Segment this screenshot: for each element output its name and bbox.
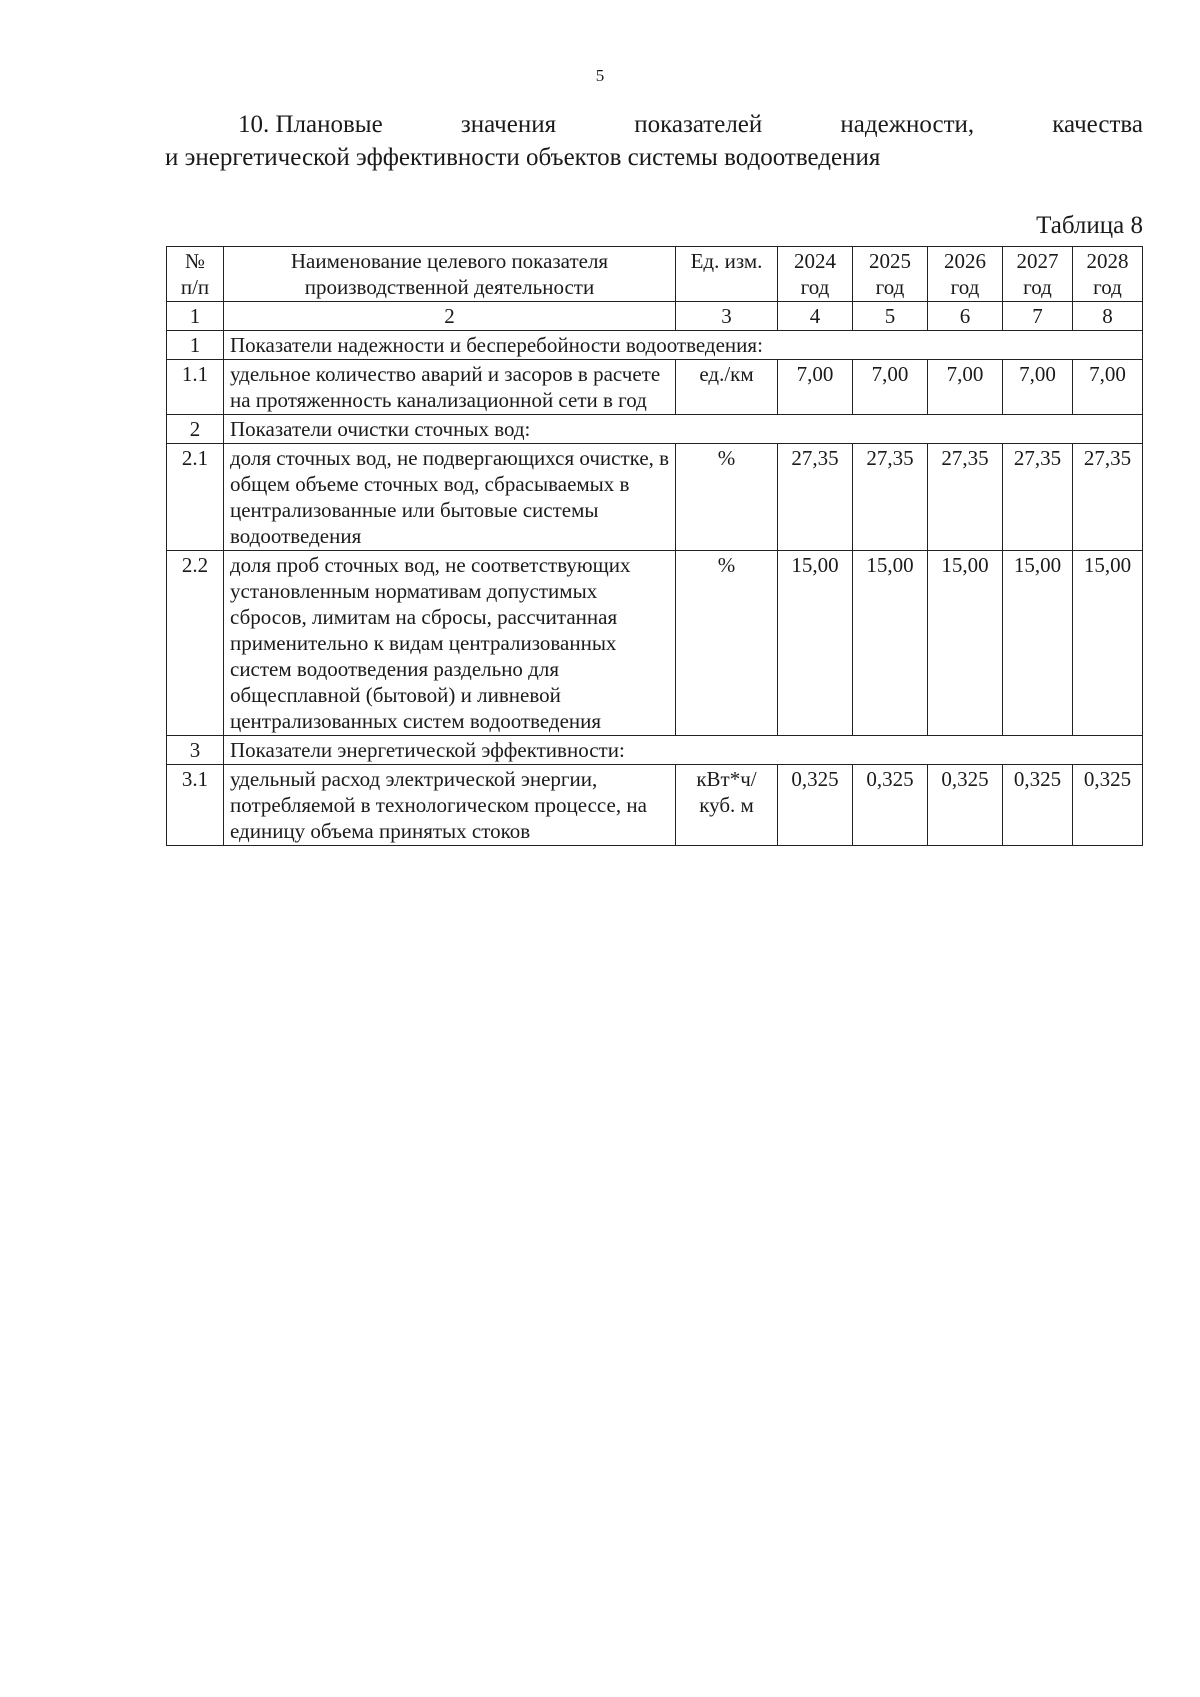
header-year: 2025 год — [853, 247, 928, 302]
section-num: 1 — [167, 331, 224, 360]
page-number: 5 — [595, 66, 605, 85]
header-year: 2027 год — [1003, 247, 1073, 302]
indicator-num: 2.2 — [167, 551, 224, 736]
indicator-value: 15,00 — [778, 551, 853, 736]
indicator-value: 15,00 — [1073, 551, 1143, 736]
column-index: 5 — [853, 302, 928, 331]
section-title: Показатели надежности и бесперебойности водоотведения: — [224, 331, 1143, 360]
column-index: 8 — [1073, 302, 1143, 331]
indicator-value: 27,35 — [853, 444, 928, 551]
indicator-value: 27,35 — [778, 444, 853, 551]
indicator-value: 15,00 — [853, 551, 928, 736]
section-row — [167, 331, 1143, 360]
column-index: 2 — [224, 302, 676, 331]
indicator-row — [167, 765, 1143, 846]
indicator-value: 0,325 — [853, 765, 928, 846]
indicator-value: 0,325 — [1073, 765, 1143, 846]
section-num: 3 — [167, 736, 224, 765]
section-num: 2 — [167, 415, 224, 444]
heading-word: 10. Плановые — [238, 111, 383, 138]
heading-word: надежности, — [840, 111, 975, 138]
indicator-unit: кВт*ч/ куб. м — [676, 765, 778, 846]
indicator-value: 15,00 — [1003, 551, 1073, 736]
heading-word: значения — [460, 111, 557, 138]
column-index: 6 — [928, 302, 1003, 331]
indicator-num: 1.1 — [167, 360, 224, 415]
indicators-table — [166, 246, 1143, 846]
indicator-row — [167, 444, 1143, 551]
indicator-value: 27,35 — [928, 444, 1003, 551]
indicator-name: доля сточных вод, не подвергающихся очистке, в общем объеме сточных вод, сбрасываемых в централизованные или бытовые системы водоотведения — [224, 444, 676, 551]
indicator-value: 0,325 — [1003, 765, 1073, 846]
column-index: 7 — [1003, 302, 1073, 331]
indicator-value: 27,35 — [1003, 444, 1073, 551]
heading-word: показателей — [634, 111, 763, 138]
indicator-row — [167, 360, 1143, 415]
section-title: Показатели очистки сточных вод: — [224, 415, 1143, 444]
indicator-value: 27,35 — [1073, 444, 1143, 551]
indicator-unit: % — [676, 551, 778, 736]
table-label: Таблица 8 — [1036, 212, 1143, 239]
indicator-value: 0,325 — [778, 765, 853, 846]
section-title: Показатели энергетической эффективности: — [224, 736, 1143, 765]
header-year: 2024 год — [778, 247, 853, 302]
section-row — [167, 415, 1143, 444]
heading-line-2: и энергетической эффективности объектов системы водоотведения — [165, 144, 881, 171]
header-year: 2026 год — [928, 247, 1003, 302]
column-index-row — [167, 302, 1143, 331]
indicator-name: удельное количество аварий и засоров в расчете на протяженность канализационной сети в год — [224, 360, 676, 415]
indicator-row — [167, 551, 1143, 736]
column-index: 4 — [778, 302, 853, 331]
indicator-unit: ед./км — [676, 360, 778, 415]
indicator-name: удельный расход электрической энергии, потребляемой в технологическом процессе, на единицу объема принятых стоков — [224, 765, 676, 846]
section-heading — [165, 108, 1143, 174]
indicator-value: 7,00 — [778, 360, 853, 415]
header-year: 2028 год — [1073, 247, 1143, 302]
indicator-num: 2.1 — [167, 444, 224, 551]
indicator-value: 7,00 — [1073, 360, 1143, 415]
indicator-value: 7,00 — [853, 360, 928, 415]
header-num: № п/п — [167, 247, 224, 302]
indicator-value: 0,325 — [928, 765, 1003, 846]
table-header-row — [167, 247, 1143, 302]
indicator-value: 15,00 — [928, 551, 1003, 736]
heading-line-1 — [165, 108, 1143, 141]
header-name: Наименование целевого показателя производственной деятельности — [224, 247, 676, 302]
column-index: 3 — [676, 302, 778, 331]
indicator-name: доля проб сточных вод, не соответствующих установленным нормативам допустимых сбросов, лимитам на сбросы, рассчитанная применительно к видам централизованных систем водоотведения раздельно для общесплавной (бытовой) и ливневой централизованных систем водоотведения — [224, 551, 676, 736]
indicator-value: 7,00 — [928, 360, 1003, 415]
header-unit: Ед. изм. — [676, 247, 778, 302]
indicator-unit: % — [676, 444, 778, 551]
column-index: 1 — [167, 302, 224, 331]
section-row — [167, 736, 1143, 765]
indicator-value: 7,00 — [1003, 360, 1073, 415]
heading-word: качества — [1052, 111, 1143, 138]
indicator-num: 3.1 — [167, 765, 224, 846]
